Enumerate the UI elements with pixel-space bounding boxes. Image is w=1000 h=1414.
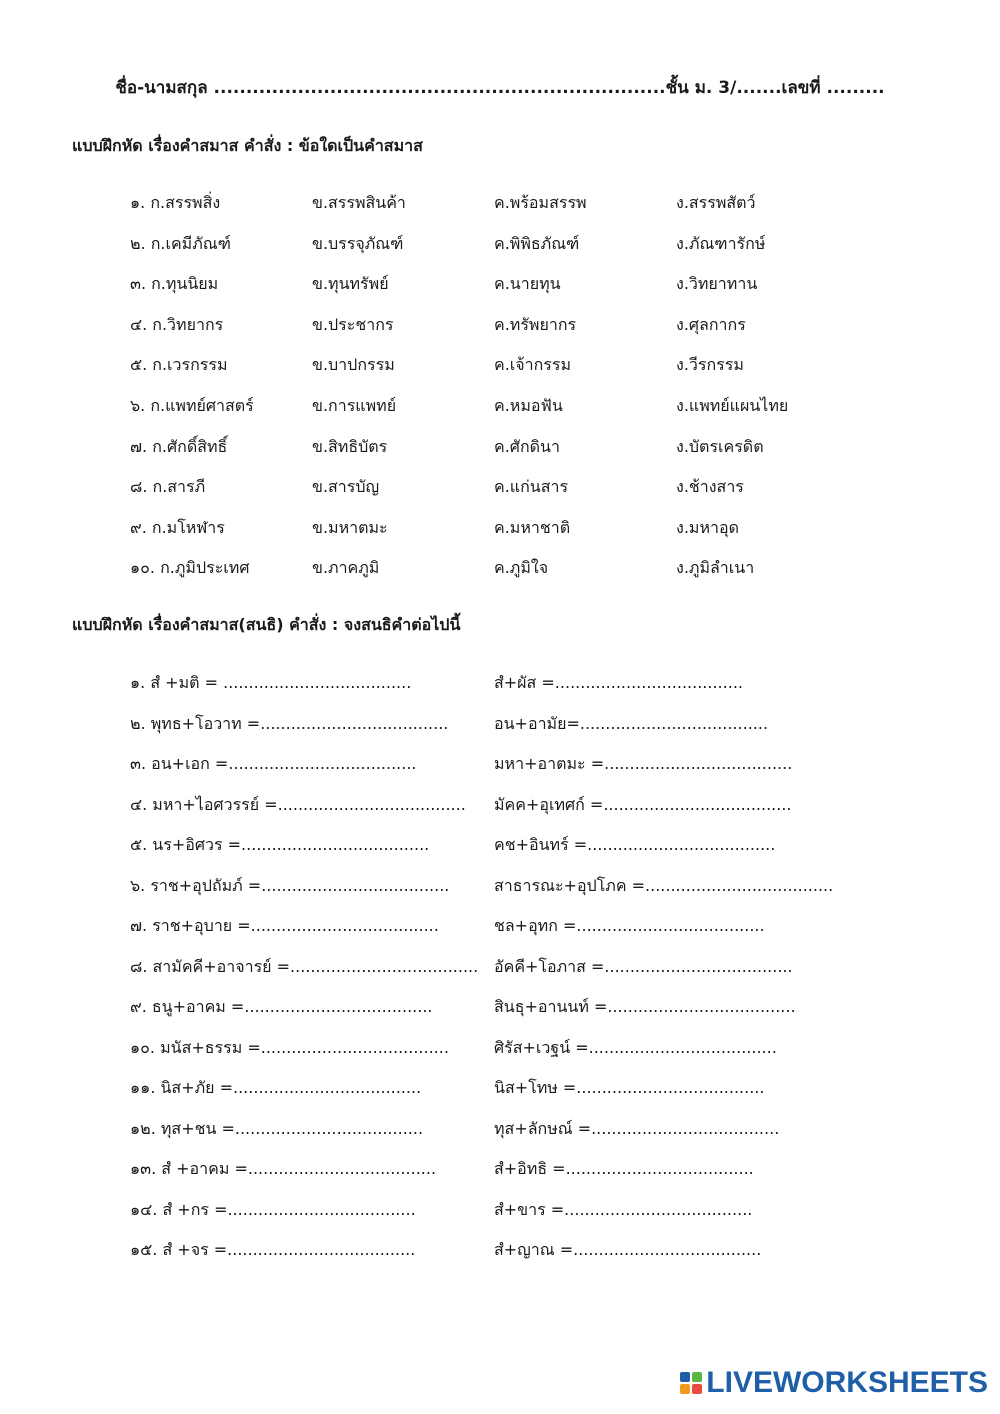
option-d[interactable]: ง.ศุลกากร xyxy=(676,314,746,334)
exercise-row xyxy=(130,790,950,831)
option-c[interactable]: ค.พิพิธภัณฑ์ xyxy=(494,233,580,253)
option-d[interactable]: ง.สรรพสัตว์ xyxy=(676,193,756,212)
option-a[interactable]: ๔. ก.วิทยากร xyxy=(130,314,224,334)
exercise-right[interactable]: สาธารณะ+อุปโภค =..................................... xyxy=(494,875,834,895)
exercise-left[interactable]: ๕. นร+อิศวร =..................................... xyxy=(130,835,430,854)
student-info-header: ชื่อ-นามสกุล ......................................................................ชั้น ม. 3/.......เลขที่ ......... xyxy=(115,78,885,98)
question-row xyxy=(130,188,950,229)
exercise-row xyxy=(130,709,950,750)
option-a[interactable]: ๑. ก.สรรพสิ่ง xyxy=(130,193,221,212)
question-row xyxy=(130,350,950,391)
option-c[interactable]: ค.หมอฟัน xyxy=(494,395,563,415)
exercise-right[interactable]: ศิรัส+เวฐน์ =..................................... xyxy=(494,1037,777,1057)
exercise-right[interactable]: สินธุ+อานนท์ =..................................... xyxy=(494,997,796,1016)
exercise-left[interactable]: ๑๒. ทุส+ชน =..................................... xyxy=(130,1118,424,1138)
question-row xyxy=(130,472,950,513)
exercise-right[interactable]: มัคค+อุเทศก์ =..................................... xyxy=(494,794,792,814)
question-row xyxy=(130,229,950,270)
option-d[interactable]: ง.ภัณฑารักษ์ xyxy=(676,233,766,253)
multiple-choice-list xyxy=(130,188,950,594)
exercise-left[interactable]: ๖. ราช+อุปถัมภ์ =..................................... xyxy=(130,875,450,895)
exercise-row xyxy=(130,992,950,1033)
option-c[interactable]: ค.แก่นสาร xyxy=(494,477,569,497)
option-a[interactable]: ๑๐. ก.ภูมิประเทศ xyxy=(130,558,250,578)
option-d[interactable]: ง.บัตรเครดิต xyxy=(676,436,764,456)
option-c[interactable]: ค.ทรัพยากร xyxy=(494,314,577,334)
option-a[interactable]: ๘. ก.สารภี xyxy=(130,477,206,497)
exercise-row xyxy=(130,911,950,952)
fill-in-list xyxy=(130,668,950,1276)
exercise-right[interactable]: สํ+ขาร =..................................... xyxy=(494,1199,753,1219)
exercise-row xyxy=(130,1195,950,1236)
option-d[interactable]: ง.วีรกรรม xyxy=(676,355,744,375)
option-b[interactable]: ข.สิทธิบัตร xyxy=(312,436,388,456)
exercise-row xyxy=(130,749,950,790)
exercise-left[interactable]: ๑๓. สํ +อาคม =..................................... xyxy=(130,1159,437,1178)
exercise-right[interactable]: คช+อินทร์ =..................................... xyxy=(494,835,776,854)
option-c[interactable]: ค.ศักดินา xyxy=(494,436,560,456)
exercise-row xyxy=(130,668,950,709)
option-b[interactable]: ข.ทุนทรัพย์ xyxy=(312,274,389,294)
exercise-row xyxy=(130,830,950,871)
option-b[interactable]: ข.มหาตมะ xyxy=(312,517,388,537)
question-row xyxy=(130,391,950,432)
option-a[interactable]: ๕. ก.เวรกรรม xyxy=(130,355,228,375)
question-row xyxy=(130,310,950,351)
exercise-left[interactable]: ๙. ธนู+อาคม =..................................... xyxy=(130,997,433,1016)
question-row xyxy=(130,513,950,554)
exercise-row xyxy=(130,1114,950,1155)
exercise-left[interactable]: ๗. ราช+อุบาย =..................................... xyxy=(130,916,439,935)
exercise-row xyxy=(130,952,950,993)
option-b[interactable]: ข.การแพทย์ xyxy=(312,395,397,415)
option-b[interactable]: ข.สรรพสินค้า xyxy=(312,193,406,212)
exercise-right[interactable]: ชล+อุทก =..................................... xyxy=(494,916,765,935)
option-c[interactable]: ค.นายทุน xyxy=(494,274,561,294)
option-a[interactable]: ๖. ก.แพทย์ศาสตร์ xyxy=(130,395,254,415)
exercise-row xyxy=(130,1073,950,1114)
option-d[interactable]: ง.วิทยาทาน xyxy=(676,274,758,294)
exercise-left[interactable]: ๔. มหา+ไอศวรรย์ =..................................... xyxy=(130,794,466,814)
exercise-right[interactable]: สํ+ผัส =..................................... xyxy=(494,673,743,692)
exercise-row xyxy=(130,1235,950,1276)
exercise-right[interactable]: อน+อามัย=..................................... xyxy=(494,713,769,733)
exercise-right[interactable]: นิส+โทษ =..................................... xyxy=(494,1078,765,1097)
liveworksheets-logo-text: LIVEWORKSHEETS xyxy=(706,1366,988,1399)
option-a[interactable]: ๙. ก.มโหฬาร xyxy=(130,517,225,537)
exercise-left[interactable]: ๑๐. มนัส+ธรรม =..................................... xyxy=(130,1037,449,1057)
exercise-left[interactable]: ๑๕. สํ +จร =..................................... xyxy=(130,1240,416,1259)
section1-title: แบบฝึกหัด เรื่องคำสมาส คำสั่ง : ข้อใดเป็นคำสมาส xyxy=(72,136,423,155)
exercise-right[interactable]: มหา+อาตมะ =..................................... xyxy=(494,754,793,773)
option-c[interactable]: ค.ภูมิใจ xyxy=(494,558,549,578)
exercise-right[interactable]: สํ+อิทธิ =..................................... xyxy=(494,1159,754,1178)
exercise-right[interactable]: ทุส+ลักษณ์ =..................................... xyxy=(494,1118,780,1138)
option-b[interactable]: ข.ประชากร xyxy=(312,314,394,334)
question-row xyxy=(130,553,950,594)
liveworksheets-logo xyxy=(680,1366,988,1400)
option-a[interactable]: ๓. ก.ทุนนิยม xyxy=(130,274,219,294)
option-d[interactable]: ง.แพทย์แผนไทย xyxy=(676,395,789,415)
option-b[interactable]: ข.สารบัญ xyxy=(312,477,380,497)
option-a[interactable]: ๒. ก.เคมีภัณฑ์ xyxy=(130,233,231,253)
exercise-right[interactable]: อัคคี+โอภาส =..................................... xyxy=(494,956,793,976)
exercise-row xyxy=(130,1154,950,1195)
option-c[interactable]: ค.พร้อมสรรพ xyxy=(494,193,587,212)
option-a[interactable]: ๗. ก.ศักดิ์สิทธิ์ xyxy=(130,436,228,456)
option-b[interactable]: ข.บาปกรรม xyxy=(312,355,395,375)
option-c[interactable]: ค.มหาชาติ xyxy=(494,517,571,537)
exercise-row xyxy=(130,1033,950,1074)
option-d[interactable]: ง.ช้างสาร xyxy=(676,477,744,497)
option-b[interactable]: ข.ภาคภูมิ xyxy=(312,558,380,578)
exercise-right[interactable]: สํ+ญาณ =..................................... xyxy=(494,1240,762,1259)
option-d[interactable]: ง.มหาอุด xyxy=(676,517,739,537)
exercise-left[interactable]: ๒. พุทธ+โอวาท =..................................... xyxy=(130,713,449,733)
option-c[interactable]: ค.เจ้ากรรม xyxy=(494,355,572,375)
exercise-left[interactable]: ๑๑. นิส+ภัย =..................................... xyxy=(130,1078,422,1097)
option-b[interactable]: ข.บรรจุภัณฑ์ xyxy=(312,233,404,253)
exercise-left[interactable]: ๑๔. สํ +กร =..................................... xyxy=(130,1199,416,1219)
option-d[interactable]: ง.ภูมิลำเนา xyxy=(676,558,755,578)
exercise-left[interactable]: ๑. สํ +มติ = ..................................... xyxy=(130,673,412,692)
liveworksheets-logo-icon xyxy=(680,1372,702,1394)
exercise-left[interactable]: ๓. อน+เอก =..................................... xyxy=(130,754,417,773)
section2-title: แบบฝึกหัด เรื่องคำสมาส(สนธิ) คำสั่ง : จงสนธิคำต่อไปนี้ xyxy=(72,615,461,634)
question-row xyxy=(130,432,950,473)
exercise-row xyxy=(130,871,950,912)
question-row xyxy=(130,269,950,310)
exercise-left[interactable]: ๘. สามัคคี+อาจารย์ =..................................... xyxy=(130,956,479,976)
